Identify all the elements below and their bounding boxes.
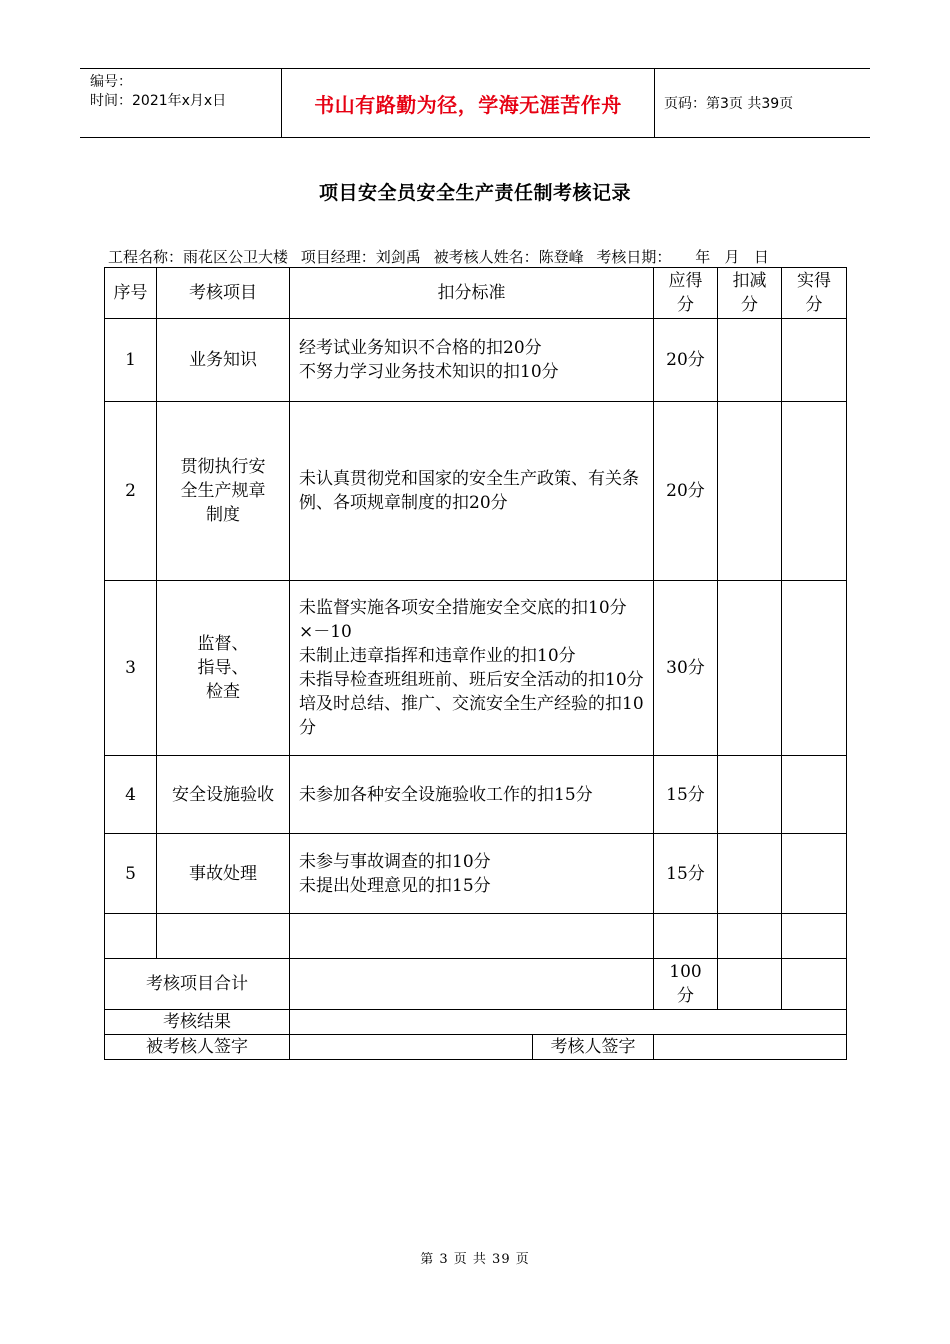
standard-line: 未制止违章指挥和违章作业的扣10分 [299,646,576,666]
total-row [105,959,847,1010]
examinee-sign-field[interactable] [290,1035,654,1060]
page-footer: 第 3 页 共 39 页 [420,1252,530,1267]
empty-cell[interactable] [654,914,718,959]
row-actual-score[interactable] [782,402,847,581]
page-header [80,68,870,138]
row-deduct-score[interactable] [718,756,782,834]
table-row [105,581,847,756]
row-actual-score[interactable] [782,319,847,402]
empty-cell[interactable] [290,914,654,959]
row-item-text: 业务知识 [189,350,257,370]
row-item-text: 贯彻执行安全生产规章制度 [180,457,266,525]
row-item-text: 监督、指导、检查 [197,634,249,702]
row-max-score: 30分 [654,581,718,756]
time-label: 时间：2021年x月x日 [90,93,227,109]
header-row [105,268,847,319]
examinee-name: 被考核人姓名：陈登峰 [433,248,584,266]
row-actual-score[interactable] [782,834,847,914]
empty-cell[interactable] [782,914,847,959]
total-actual-score[interactable] [782,959,847,1010]
row-seq: 1 [105,319,157,402]
header-standard: 扣分标准 [290,268,654,319]
document-title: 项目安全员安全生产责任制考核记录 [318,182,631,204]
standard-line: 不努力学习业务技术知识的扣10分 [299,362,559,382]
row-actual-score[interactable] [782,581,847,756]
row-seq: 5 [105,834,157,914]
row-standard [290,581,654,756]
total-standard-cell[interactable] [290,959,654,1010]
total-deduct-score[interactable] [718,959,782,1010]
total-label: 考核项目合计 [105,959,290,1010]
header-left-cell [80,69,280,137]
table-row [105,402,847,581]
project-name: 工程名称：雨花区公卫大楼 [108,248,289,266]
row-item [157,581,290,756]
row-item [157,402,290,581]
row-seq: 4 [105,756,157,834]
table-row [105,834,847,914]
empty-row [105,914,847,959]
row-item [157,756,290,834]
standard-line: 经考试业务知识不合格的扣20分 [299,338,542,358]
code-label: 编号： [90,74,132,90]
project-manager: 项目经理：刘剑禹 [300,248,421,266]
header-item: 考核项目 [157,268,290,319]
row-standard [290,834,654,914]
page-label: 页码：第3页 共39页 [664,96,794,112]
row-max-score: 20分 [654,319,718,402]
header-motto-cell [281,69,655,137]
result-row [105,1010,847,1035]
result-value[interactable] [290,1010,847,1035]
row-seq: 2 [105,402,157,581]
assessment-table [104,267,847,1060]
examiner-sign-label: 考核人签字 [532,1035,653,1059]
standard-line: 未提出处理意见的扣15分 [299,875,491,896]
header-max: 应得分 [654,268,718,319]
row-deduct-score[interactable] [718,834,782,914]
exam-date: 考核日期： 年 月 日 [596,248,769,266]
empty-cell[interactable] [157,914,290,959]
row-item-text: 事故处理 [189,863,257,884]
row-actual-score[interactable] [782,756,847,834]
row-deduct-score[interactable] [718,319,782,402]
row-standard [290,319,654,402]
signature-row [105,1035,847,1060]
header-seq: 序号 [105,268,157,319]
row-deduct-score[interactable] [718,402,782,581]
header-actual: 实得分 [782,268,847,319]
row-max-score: 15分 [654,756,718,834]
empty-cell[interactable] [718,914,782,959]
standard-line: 未监督实施各项安全措施安全交底的扣10分 ×－10 [299,598,649,642]
info-line [108,246,848,267]
row-standard [290,402,654,581]
motto-text: 书山有路勤为径，学海无涯苦作舟 [314,92,622,117]
result-label: 考核结果 [105,1010,290,1035]
table-row [105,756,847,834]
row-seq: 3 [105,581,157,756]
header-deduct: 扣减分 [718,268,782,319]
total-max-score: 100分 [654,959,718,1010]
standard-line: 未参加各种安全设施验收工作的扣15分 [299,784,593,805]
row-max-score: 20分 [654,402,718,581]
row-max-score: 15分 [654,834,718,914]
row-item [157,834,290,914]
standard-line: 未指导检查班组班前、班后安全活动的扣10分 [299,670,644,690]
examinee-sign-label: 被考核人签字 [105,1035,290,1060]
examiner-sign-field[interactable] [654,1035,847,1060]
table-row [105,319,847,402]
empty-cell[interactable] [105,914,157,959]
standard-line: 未认真贯彻党和国家的安全生产政策、有关条例、各项规章制度的扣20分 [299,469,639,513]
row-item [157,319,290,402]
row-item-text: 安全设施验收 [172,784,274,805]
standard-line: 未参与事故调查的扣10分 [299,851,491,872]
row-deduct-score[interactable] [718,581,782,756]
row-standard [290,756,654,834]
header-page-cell [655,69,870,137]
standard-line: 培及时总结、推广、交流安全生产经验的扣10分 [299,694,644,738]
